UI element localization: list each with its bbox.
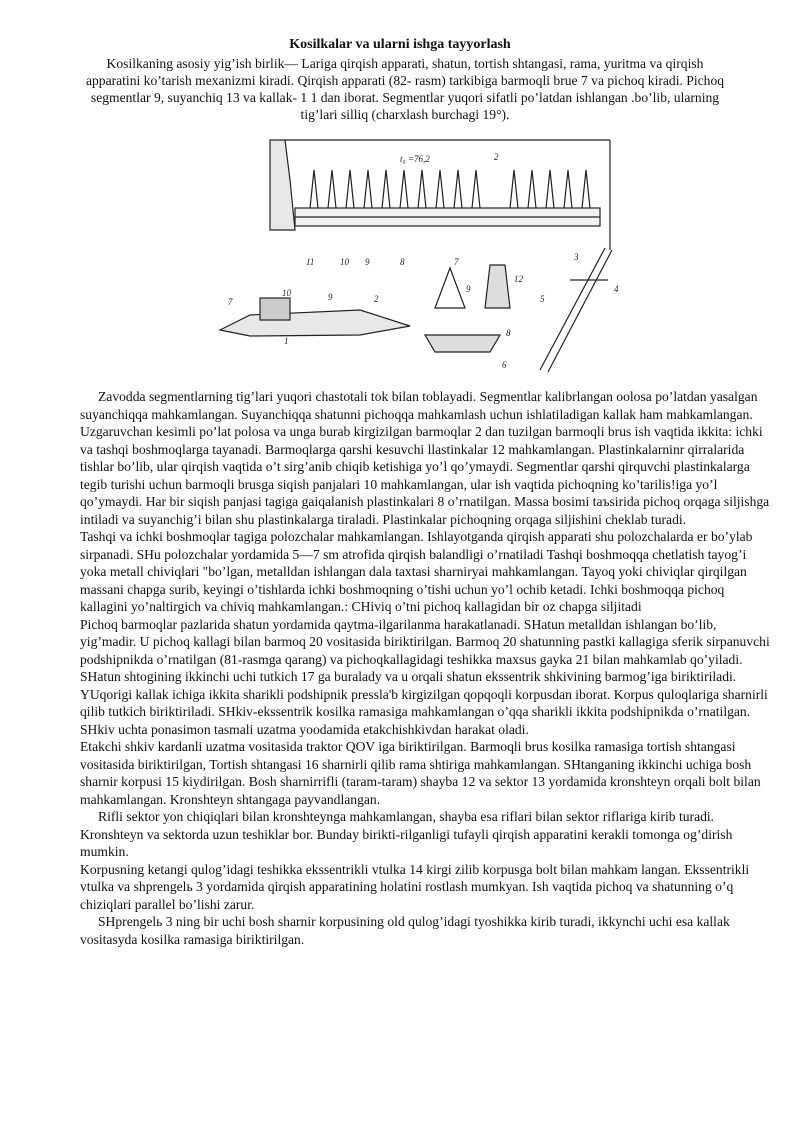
figure-label: 9 xyxy=(466,284,471,294)
figure-label: 6 xyxy=(502,360,507,370)
paragraph: Pichoq barmoqlar pazlarida shatun yordamida qaytma-ilgarilanma harakatlanadi. SHatun metalldan ishlangan bo’lib, yig’madir. U pichoq kallagi bilan barmoq 20 vositasida biriktirilgan. Barmoq 20 shatunning pastki kallagiga sferik sirpanuvchi podshipnikda o’rnatilgan (81-rasmga qarang) va pichoqkallagidagi teshikka maxsus gayka 21 bilan mahkamlab qo’yiladi. SHatun shtogining ikkinchi uchi tutkich 17 ga buralady va u orqali shatun ekssentrik shkivining barmog’iga biriktiriladi. YUqorigi kallak ichiga ikkita sharikli podshipnik pressla'b kirgizilgan qopqoqli korpusdan iborat. Korpus quloqlariga sharnirli qilib tutkich biriktiriladi. SHkiv-ekssentrik kosilka ramasiga mahkamlangan o’qqa sharikli ikkita podshipnikda o’rnatilgan. SHkiv uchta ponasimon tasmali uzatma yoodamida etakchishkivdan harakat oladi. xyxy=(80,616,770,737)
paragraph: Zavodda segmentlarning tig’lari yuqori chastotali tok bilan toblayadi. Segmentlar kalibrlangan oolosa po’latdan yasalgan suyanchiqqa mahkamlangan. Suyanchiqqa shatunni pichoqqa mahkamlash uchun ishlatiladigan kallak ham mahkamlangan. Uzgaruvchan kesimli po’lat polosa va unga burab kirgizilgan barmoqlar 2 dan tuzilgan barmoqli brus ish vaqtida ikkita: ichki va tashqi boshmoqlarga tayanadi. Barmoqlarga qarshi kesuvchi llastinkalar 12 mahkamlangan. Plastinkalarninr qirralarida tishlar bo’lib, ular qirqish vaqtida o’t sirg’anib chiqib ketishiga yo’l qo’ymaydi. Segmentlar qarshi qirquvchi plastinkalarga tegib turishi uchun barmoqli brusga siqish panjalari 10 mahkamlangan, ular ish vaqtida pichoqning ko’tarilis!iga yo’l qo’ymaydi. Har bir siqish panjasi tagiga gaiqalanish plastinkalari 8 o’rnatilgan. Massa bosimi taъsirida pichoq orqaga siljishga intiladi va suyanchig’i bilan shu plastinkalarga tiraladi. Plastinkalar pichoqning orqaga siljishini cheklab turadi. xyxy=(80,389,770,527)
figure-label: 2 xyxy=(494,152,499,162)
figure-label: 8 xyxy=(400,257,405,267)
figure-label: 10 xyxy=(282,288,291,298)
paragraph: Rifli sektor yon chiqiqlari bilan kronshteynga mahkamlangan, shayba esa riflari bilan sektor riflariga kirib turadi. Kronshteyn va sektorda uzun teshiklar bor. Bunday birikti-rilganligi tufayli qirqish apparatini kerakli tomonga og’dirish mumkin. xyxy=(80,809,733,859)
paragraph: Etakchi shkiv kardanli uzatma vositasida traktor QOV iga biriktirilgan. Barmoqli brus kosilka ramasiga tortish shtangasi vositasida biriktirilgan, Tortish shtangasi 16 sharnirli qilib rama shtiriga mahkamlangan. SHtanganing ikkinchi uchiga bosh sharnir korpusi 15 kiydirilgan. Bosh sharnirrifli (taram-taram) shayba 12 va sektor 13 yordamida kronshteyn orqali bolt bilan mahkamlangan. Kronshteyn shtangaga payvandlangan. xyxy=(80,739,761,807)
figure-label: 7 xyxy=(454,257,459,267)
paragraph: Korpusning ketangi qulog’idagi teshikka ekssentrikli vtulka 14 kirgi zilib korpusga bolt bilan mahkam langan. Ekssentrikli vtulka va shprengelь 3 yordamida qirqish apparatining holatini rostlash mumkyan. Ish vaqtida pichoq va shatunning o’q chiziqlari parallel bo’lishi zarur. xyxy=(80,861,750,912)
figure-label: 3 xyxy=(574,252,579,262)
page-title: Kosilkalar va ularni ishga tayyorlash xyxy=(289,37,511,52)
figure-82-cutting-apparatus xyxy=(210,130,630,380)
figure-label: 9 xyxy=(328,292,333,302)
figure-label: 4 xyxy=(614,284,619,294)
main-text xyxy=(80,388,770,948)
figure-label: 5 xyxy=(540,294,545,304)
figure-label: 1 xyxy=(284,336,289,346)
figure-label: 9 xyxy=(365,257,370,267)
paragraph: SHprengelь 3 ning bir uchi bosh sharnir korpusining old qulog’idagi tyoshikka kirib turadi, ikkynchi uchi esa kallak vositasyda kosilka ramasiga biriktirilgan. xyxy=(80,914,730,947)
figure-dimension-label: t₀ =76,2 xyxy=(400,154,430,164)
figure-label: 10 xyxy=(340,257,349,267)
figure-label: 7 xyxy=(228,297,233,307)
figure-label: 12 xyxy=(514,274,523,284)
cutting-apparatus-drawing xyxy=(210,130,630,380)
paragraph: Tashqi va ichki boshmoqlar tagiga polozchalar mahkamlangan. Ishlayotganda qirqish apparati shu polozchalarda er bo’ylab sirpanadi. SHu polozchalar yordamida 5—7 sm atrofida qirqish balandligi o’rnatiladi Tashqi boshmoqqa chetlatish tayog’i yoka metall chiviqlari "bo’lgan, metalldan ishlangan dala taxtasi sharniryai mahkamlangan. Tayoq yoki chiviqlar qirqilgan massani chapga surib, keyingi o’tishlarda ichki boshmoqning o’tishi uchun yo’l ochib ketadi. Ichki boshmoqqa pichoq kallagini yo’naltirgich va chiviq mahkamlangan.: CHiviq o’tni pichoq kallagidan bir oz chapga siljitadi xyxy=(80,529,753,614)
figure-label: 11 xyxy=(306,257,315,267)
figure-label: 2 xyxy=(374,294,379,304)
intro-paragraph: Kosilkaning asosiy yig’ish birlik— Lariga qirqish apparati, shatun, tortish shtangasi, rama, yuritma va qirqish apparatini ko’tarish mexanizmi kiradi. Qirqish apparati (82- rasm) tarkibiga barmoqli brue 7 va pichoq kiradi. Pichoq segmentlar 9, suyanchiq 13 va kallak- 1 1 dan iborat. Segmentlar yuqori sifatli po’latdan ishlangan .bo’lib, ularning tig’lari silliq (charxlash burchagi 19°). xyxy=(85,56,725,122)
figure-label: 8 xyxy=(506,328,511,338)
